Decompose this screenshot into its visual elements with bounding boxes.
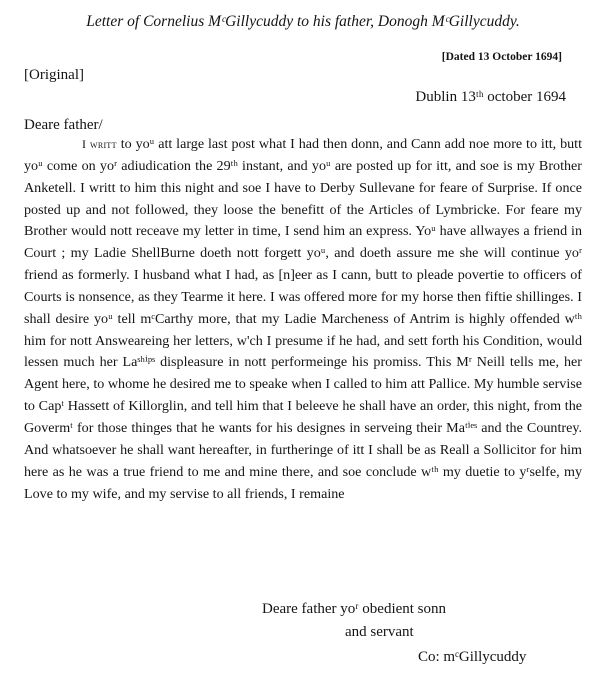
letter-body (24, 134, 582, 505)
closing-line-2: and servant (345, 624, 414, 640)
letter-title: Letter of Cornelius MᶜGillycuddy to his father, Donogh MᶜGillycuddy. (86, 13, 520, 30)
letter-body-text: to yoᵘ att large last post what I had then donn, and Cann add noe more to itt, butt yoᵘ come on yoʳ adiudication the 29ᵗʰ instant, and yoᵘ are posted up for itt, and soe is my Brother Anketell. I writt to him this night and soe I have to Derby Sullevane for feare of Surprise. If once posted up and not followed, they loose the benefitt of the Articles of Lymbricke. For feare my Brother would nott receave my letter in time, I send him an express. Yoᵘ have allwayes a friend in Court ; my Ladie ShellBurne doeth nott forgett yoᵘ, and doeth assure me she will continue yoʳ friend as formerly. I husband what I had, as [n]eer as I cann, butt to pleade povertie to officers of Courts is nonsence, as they Tearme it here. I was offered more for my horse then fiftie shillinges. I shall desire yoᵘ tell mᶜCarthy more, that my Ladie Marcheness of Antrim is highly offended wᵗʰ him for nott Answeareing her letters, w'ch I presume if he had, and sett forth his Condition, would lessen much her Laˢʰⁱᵖˢ displeasure in nott performeinge his promiss. This Mʳ Neill tells me, her Agent here, to whome he desired me to speake when I called to him att Pallice. My humble servise to Capᵗ Hassett of Killorglin, and tell him that I beleeve he shall have an order, this night, from the Govermᵗ for those thinges that he wants for his designes in serveing their Maᵗⁱᵉˢ and the Countrey. And whatsoever he shall want hereafter, in furtheringe of itt I shall be as Reall a Sollicitor for him here as he was a true friend to me and mine there, and soe conclude wᵗʰ my duetie to yʳselfe, my Love to my wife, and my servise to all friends, I remaine (24, 136, 583, 502)
place-date: Dublin 13ᵗʰ october 1694 (415, 89, 566, 105)
signature: Co: mᶜGillycuddy (418, 649, 527, 665)
salutation: Deare father/ (24, 117, 103, 133)
original-note: [Original] (24, 67, 84, 83)
closing-line-1: Deare father yoʳ obedient sonn (262, 601, 447, 617)
letter-first-word: I writt (82, 137, 117, 151)
dated-note: [Dated 13 October 1694] (441, 51, 562, 63)
